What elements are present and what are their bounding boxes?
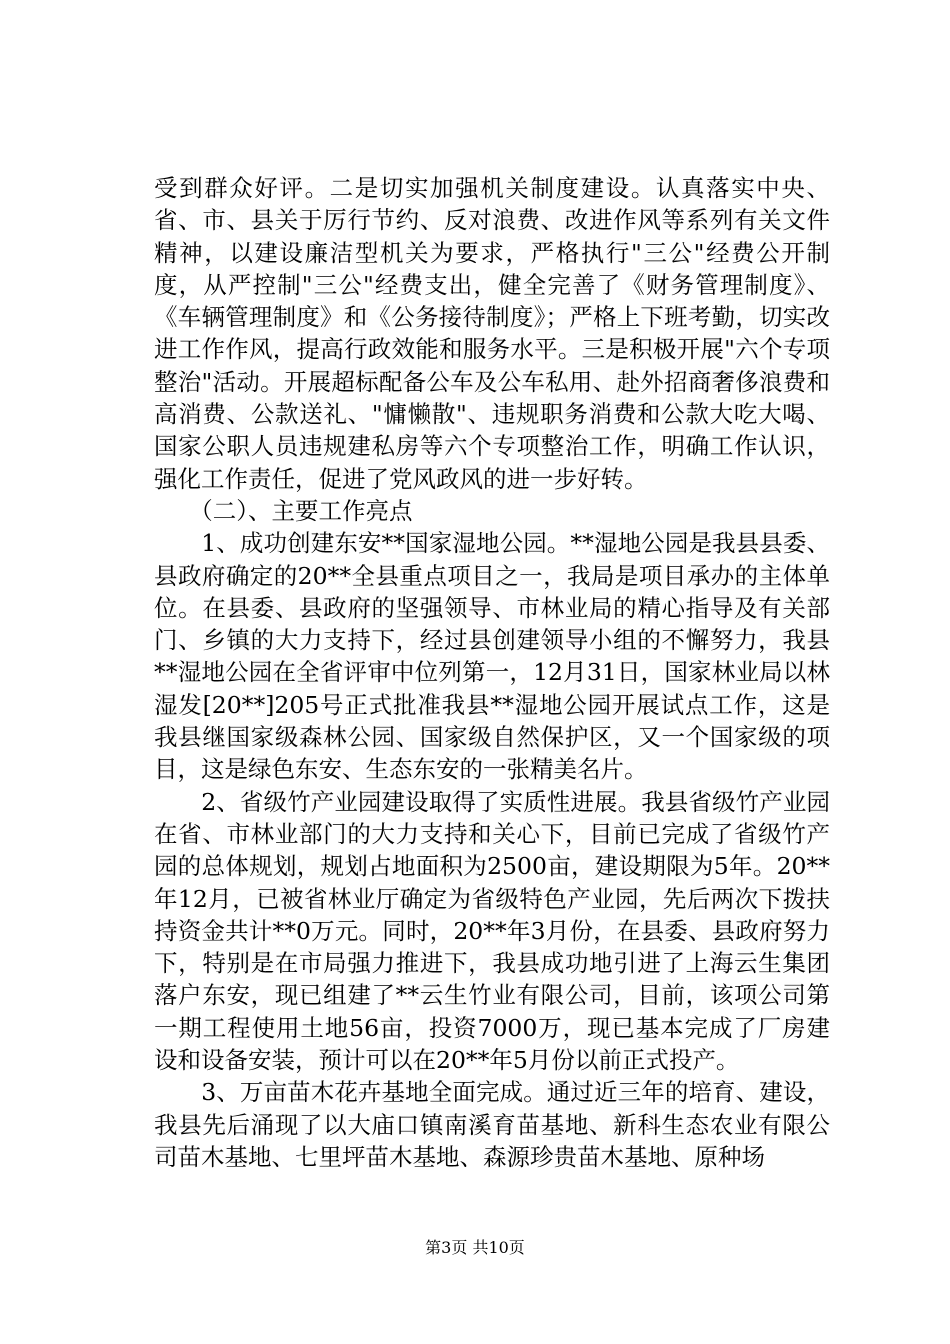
paragraph-institution-building: 受到群众好评。二是切实加强机关制度建设。认真落实中央、省、市、县关于厉行节约、反对浪费、改进作风等系列有关文件精神，以建设廉洁型机关为要求，严格执行"三公"经费公开制度，从严控制"三公"经费支出，健全完善了《财务管理制度》、《车辆管理制度》和《公务接待制度》；严格上下班考勤，切实改进工作作风，提高行政效能和服务水平。三是积极开展"六个专项整治"活动。开展超标配备公车及公车私用、赴外招商奢侈浪费和高消费、公款送礼、"慵懒散"、违规职务消费和公款大吃大喝、国家公职人员违规建私房等六个专项整治工作，明确工作认识，强化工作责任，促进了党风政风的进一步好转。 — [154, 174, 830, 493]
section-heading-highlights: （二）、主要工作亮点 — [154, 496, 413, 525]
paragraph-bamboo-industry-park: 2、省级竹产业园建设取得了实质性进展。我县省级竹产业园在省、市林业部门的大力支持和关心下，目前已完成了省级竹产园的总体规划，规划占地面积为2500亩，建设期限为5年。20**年12月，已被省林业厅确定为省级特色产业园，先后两次下拨扶持资金共计**0万元。同时，20**年3月份，在县委、县政府努力下，特别是在市局强力推进下，我县成功地引进了上海云生集团落户东安，现已组建了**云生竹业有限公司，目前，该项公司第一期工程使用土地56亩，投资7000万，现已基本完成了厂房建设和设备安装，预计可以在20**年5月份以前正式投产。 — [154, 787, 830, 1075]
paragraph-nursery-base: 3、万亩苗木花卉基地全面完成。通过近三年的培育、建设，我县先后涌现了以大庙口镇南溪育苗基地、新科生态农业有限公司苗木基地、七里坪苗木基地、森源珍贵苗木基地、原种场 — [154, 1078, 830, 1171]
document-body — [154, 172, 830, 1173]
page-number-footer: 第3页 共10页 — [425, 1238, 525, 1257]
paragraph-wetland-park: 1、成功创建东安**国家湿地公园。**湿地公园是我县县委、县政府确定的20**全县重点项目之一，我局是项目承办的主体单位。在县委、县政府的坚强领导、市林业局的精心指导及有关部门、乡镇的大力支持下，经过县创建领导小组的不懈努力，我县**湿地公园在全省评审中位列第一，12月31日，国家林业局以林湿发[20**]205号正式批准我县**湿地公园开展试点工作，这是我县继国家级森林公园、国家级自然保护区，又一个国家级的项目，这是绿色东安、生态东安的一张精美名片。 — [154, 529, 830, 784]
